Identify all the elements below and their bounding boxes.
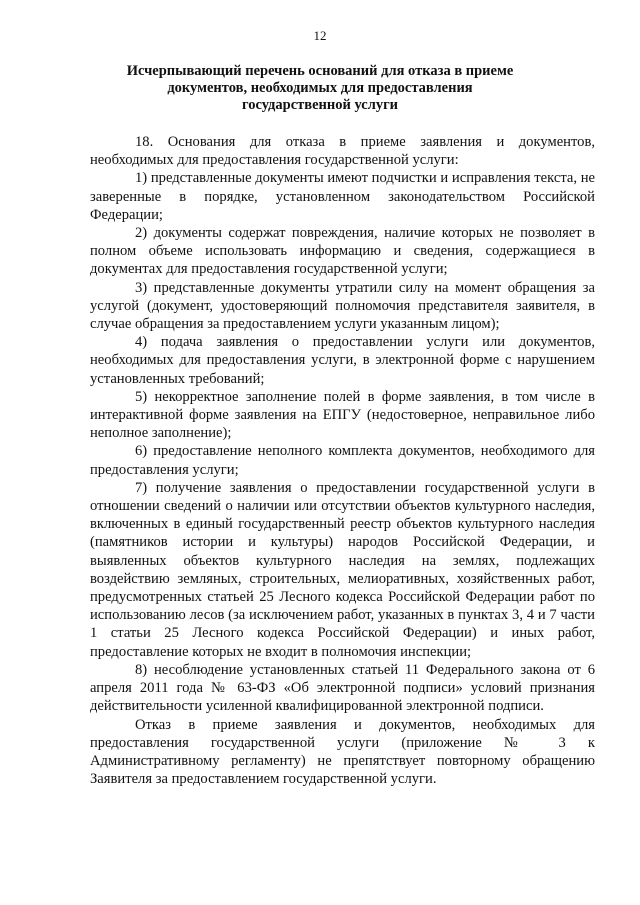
document-body bbox=[90, 133, 595, 788]
list-item-6: 6) предоставление неполного комплекта документов, необходимого для предоставления услуги; bbox=[90, 443, 595, 478]
heading-line: документов, необходимых для предоставления bbox=[167, 80, 473, 96]
list-item-7: 7) получение заявления о предоставлении государственной услуги в отношении сведений о наличии или отсутствии объектов культурного наследия, включенных в единый государственный реестр объектов культурного наследия (памятников истории и культуры) народов Российской Федерации, и выявленных объектов культурного наследия на землях, подлежащих воздействию земляных, строительных, мелиоративных, хозяйственных работ, предусмотренных статьей 25 Лесного кодекса Российской Федерации работ по использованию лесов (за исключением работ, указанных в пунктах 3, 4 и 7 части 1 статьи 25 Лесного кодекса Российской Федерации) и иных работ, предоставление которых не входит в полномочия инспекции; bbox=[90, 479, 595, 660]
heading-line: Исчерпывающий перечень оснований для отказа в приеме bbox=[126, 63, 514, 79]
list-item-4: 4) подача заявления о предоставлении услуги или документов, необходимых для предоставления услуги, в электронной форме с нарушением установленных требований; bbox=[90, 334, 595, 387]
list-item-3: 3) представленные документы утратили силу на момент обращения за услугой (документ, удостоверяющий полномочия представителя заявителя, в случае обращения за предоставлением услуги указанным лицом); bbox=[90, 279, 595, 333]
list-item-1: 1) представленные документы имеют подчистки и исправления текста, не заверенные в порядке, установленном законодательством Российской Федерации; bbox=[90, 170, 595, 223]
section-heading bbox=[110, 63, 530, 114]
heading-line: государственной услуги bbox=[241, 97, 399, 113]
list-item-5: 5) некорректное заполнение полей в форме заявления, в том числе в интерактивной форме заявления на ЕПГУ (недостоверное, неправильное либо неполное заполнение); bbox=[90, 388, 595, 442]
list-item-8: 8) несоблюдение установленных статьей 11 Федерального закона от 6 апреля 2011 года № 63-ФЗ «Об электронной подписи» условий признания действительности усиленной квалифицированной электронной подписи. bbox=[90, 661, 595, 715]
page-number: 12 bbox=[313, 28, 327, 43]
paragraph-18: 18. Основания для отказа в приеме заявления и документов, необходимых для предоставления государственной услуги: bbox=[90, 134, 595, 169]
list-item-2: 2) документы содержат повреждения, наличие которых не позволяет в полном объеме использовать информацию и сведения, содержащиеся в документах для предоставления государственной услуги; bbox=[90, 225, 595, 278]
closing-paragraph: Отказ в приеме заявления и документов, необходимых для предоставления государственной услуги (приложение № 3 к Административному регламенту) не препятствует повторному обращению Заявителя за предоставлением государственной услуги. bbox=[90, 716, 595, 788]
